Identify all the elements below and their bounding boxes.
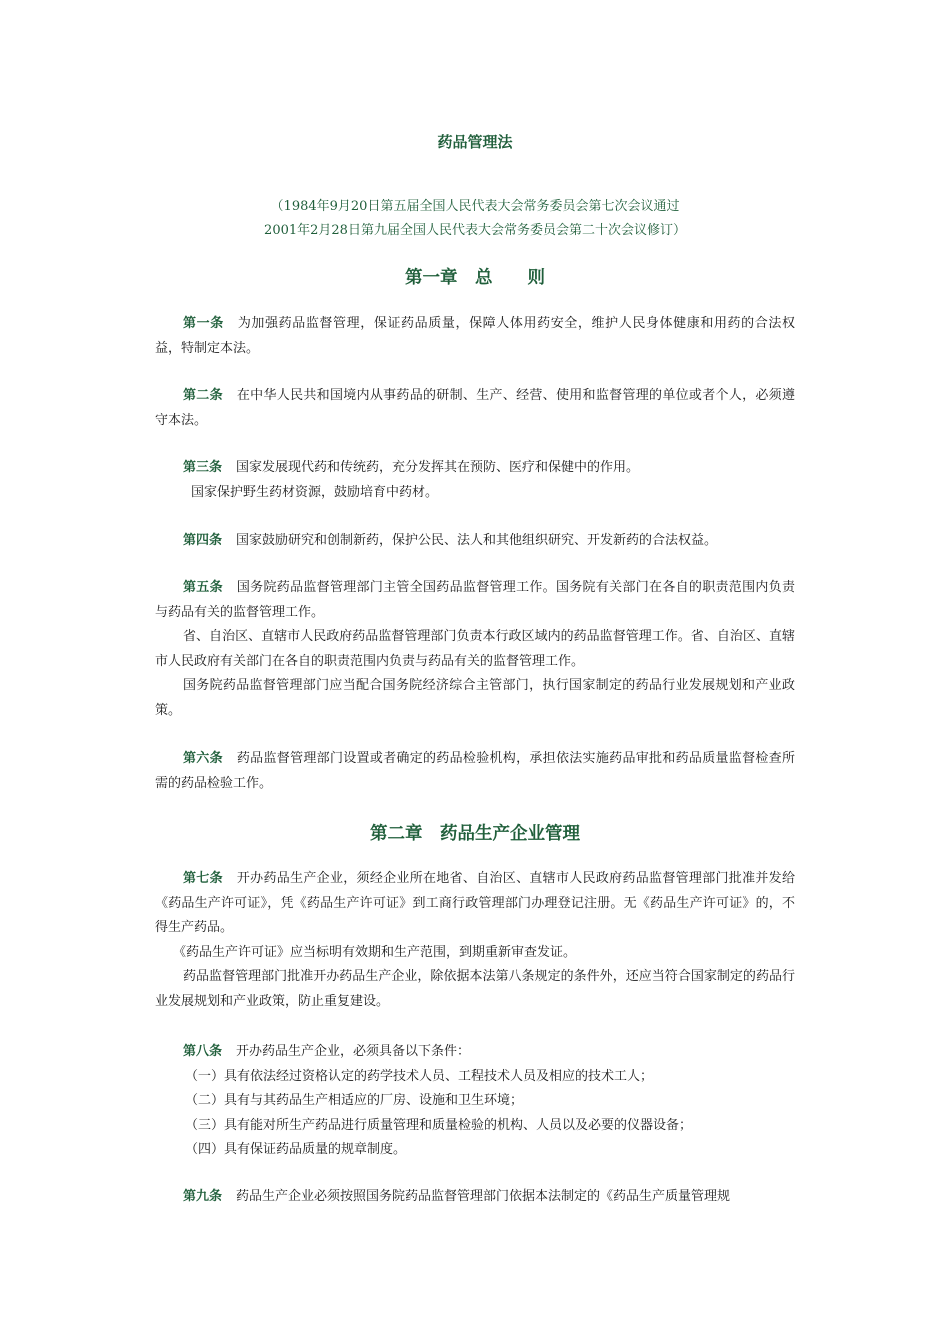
- article-number: 第一条: [183, 316, 224, 331]
- article-text: 国家鼓励研究和创制新药，保护公民、法人和其他组织研究、开发新药的合法权益。: [236, 533, 718, 548]
- list-item: （三）具有能对所生产药品进行质量管理和质量检验的机构、人员以及必要的仪器设备；: [185, 1117, 693, 1133]
- article: [155, 529, 795, 554]
- article-number: 第六条: [183, 751, 223, 766]
- article: [155, 867, 795, 1014]
- article-number: 第九条: [183, 1189, 223, 1204]
- meta-line: （1984年9月20日第五届全国人民代表大会常务委员会第七次会议通过: [270, 199, 680, 214]
- article-text: 开办药品生产企业，必须具备以下条件：: [236, 1044, 471, 1059]
- article-text: 开办药品生产企业，须经企业所在地省、自治区、直辖市人民政府药品监督管理部门批准并发给《药品生产许可证》，凭《药品生产许可证》到工商行政管理部门办理登记注册。无《药品生产许可证》的，不得生产药品。: [155, 871, 795, 935]
- article: [155, 384, 795, 433]
- document-title: 药品管理法: [437, 133, 513, 151]
- article: [155, 1040, 795, 1163]
- article-number: 第八条: [183, 1044, 223, 1059]
- article: [155, 456, 795, 505]
- article-number: 第三条: [183, 460, 223, 475]
- article: [155, 747, 795, 796]
- chapter-heading: 第二章 药品生产企业管理: [370, 824, 580, 844]
- article-paragraph: 省、自治区、直辖市人民政府药品监督管理部门负责本行政区域内的药品监督管理工作。省、自治区、直辖市人民政府有关部门在各自的职责范围内负责与药品有关的监督管理工作。: [155, 629, 795, 669]
- article-text: 国家发展现代药和传统药，充分发挥其在预防、医疗和保健中的作用。: [236, 460, 640, 475]
- article-number: 第七条: [183, 871, 223, 886]
- list-item: （四）具有保证药品质量的规章制度。: [185, 1142, 407, 1157]
- meta-line: 2001年2月28日第九届全国人民代表大会常务委员会第二十次会议修订）: [264, 223, 686, 238]
- article: [155, 1185, 795, 1210]
- article-text: 为加强药品监督管理，保证药品质量，保障人体用药安全，维护人民身体健康和用药的合法权益，特制定本法。: [155, 316, 795, 356]
- article-text: 药品监督管理部门设置或者确定的药品检验机构，承担依法实施药品审批和药品质量监督检查所需的药品检验工作。: [155, 751, 795, 791]
- article-paragraph: 药品监督管理部门批准开办药品生产企业，除依据本法第八条规定的条件外，还应当符合国家制定的药品行业发展规划和产业政策，防止重复建设。: [155, 969, 795, 1009]
- article-number: 第五条: [183, 580, 223, 595]
- article-number: 第四条: [183, 533, 223, 548]
- article-paragraph: 国务院药品监督管理部门应当配合国务院经济综合主管部门，执行国家制定的药品行业发展规划和产业政策。: [155, 678, 795, 718]
- article-text: 药品生产企业必须按照国务院药品监督管理部门依据本法制定的《药品生产质量管理规: [236, 1189, 731, 1204]
- article-paragraph: 《药品生产许可证》应当标明有效期和生产范围，到期重新审查发证。: [173, 944, 577, 960]
- article-text: 在中华人民共和国境内从事药品的研制、生产、经营、使用和监督管理的单位或者个人，必须遵守本法。: [155, 388, 795, 428]
- article-text: 国务院药品监督管理部门主管全国药品监督管理工作。国务院有关部门在各自的职责范围内负责与药品有关的监督管理工作。: [155, 580, 795, 620]
- document-meta: [0, 195, 950, 243]
- chapter-heading: 第一章 总 则: [405, 268, 545, 288]
- list-item: （一）具有依法经过资格认定的药学技术人员、工程技术人员及相应的技术工人；: [185, 1068, 654, 1084]
- article-paragraph: 国家保护野生药材资源，鼓励培育中药材。: [191, 484, 439, 500]
- article: [155, 312, 795, 361]
- list-item: （二）具有与其药品生产相适应的厂房、设施和卫生环境；: [185, 1093, 524, 1108]
- article-number: 第二条: [183, 388, 223, 403]
- article: [155, 576, 795, 723]
